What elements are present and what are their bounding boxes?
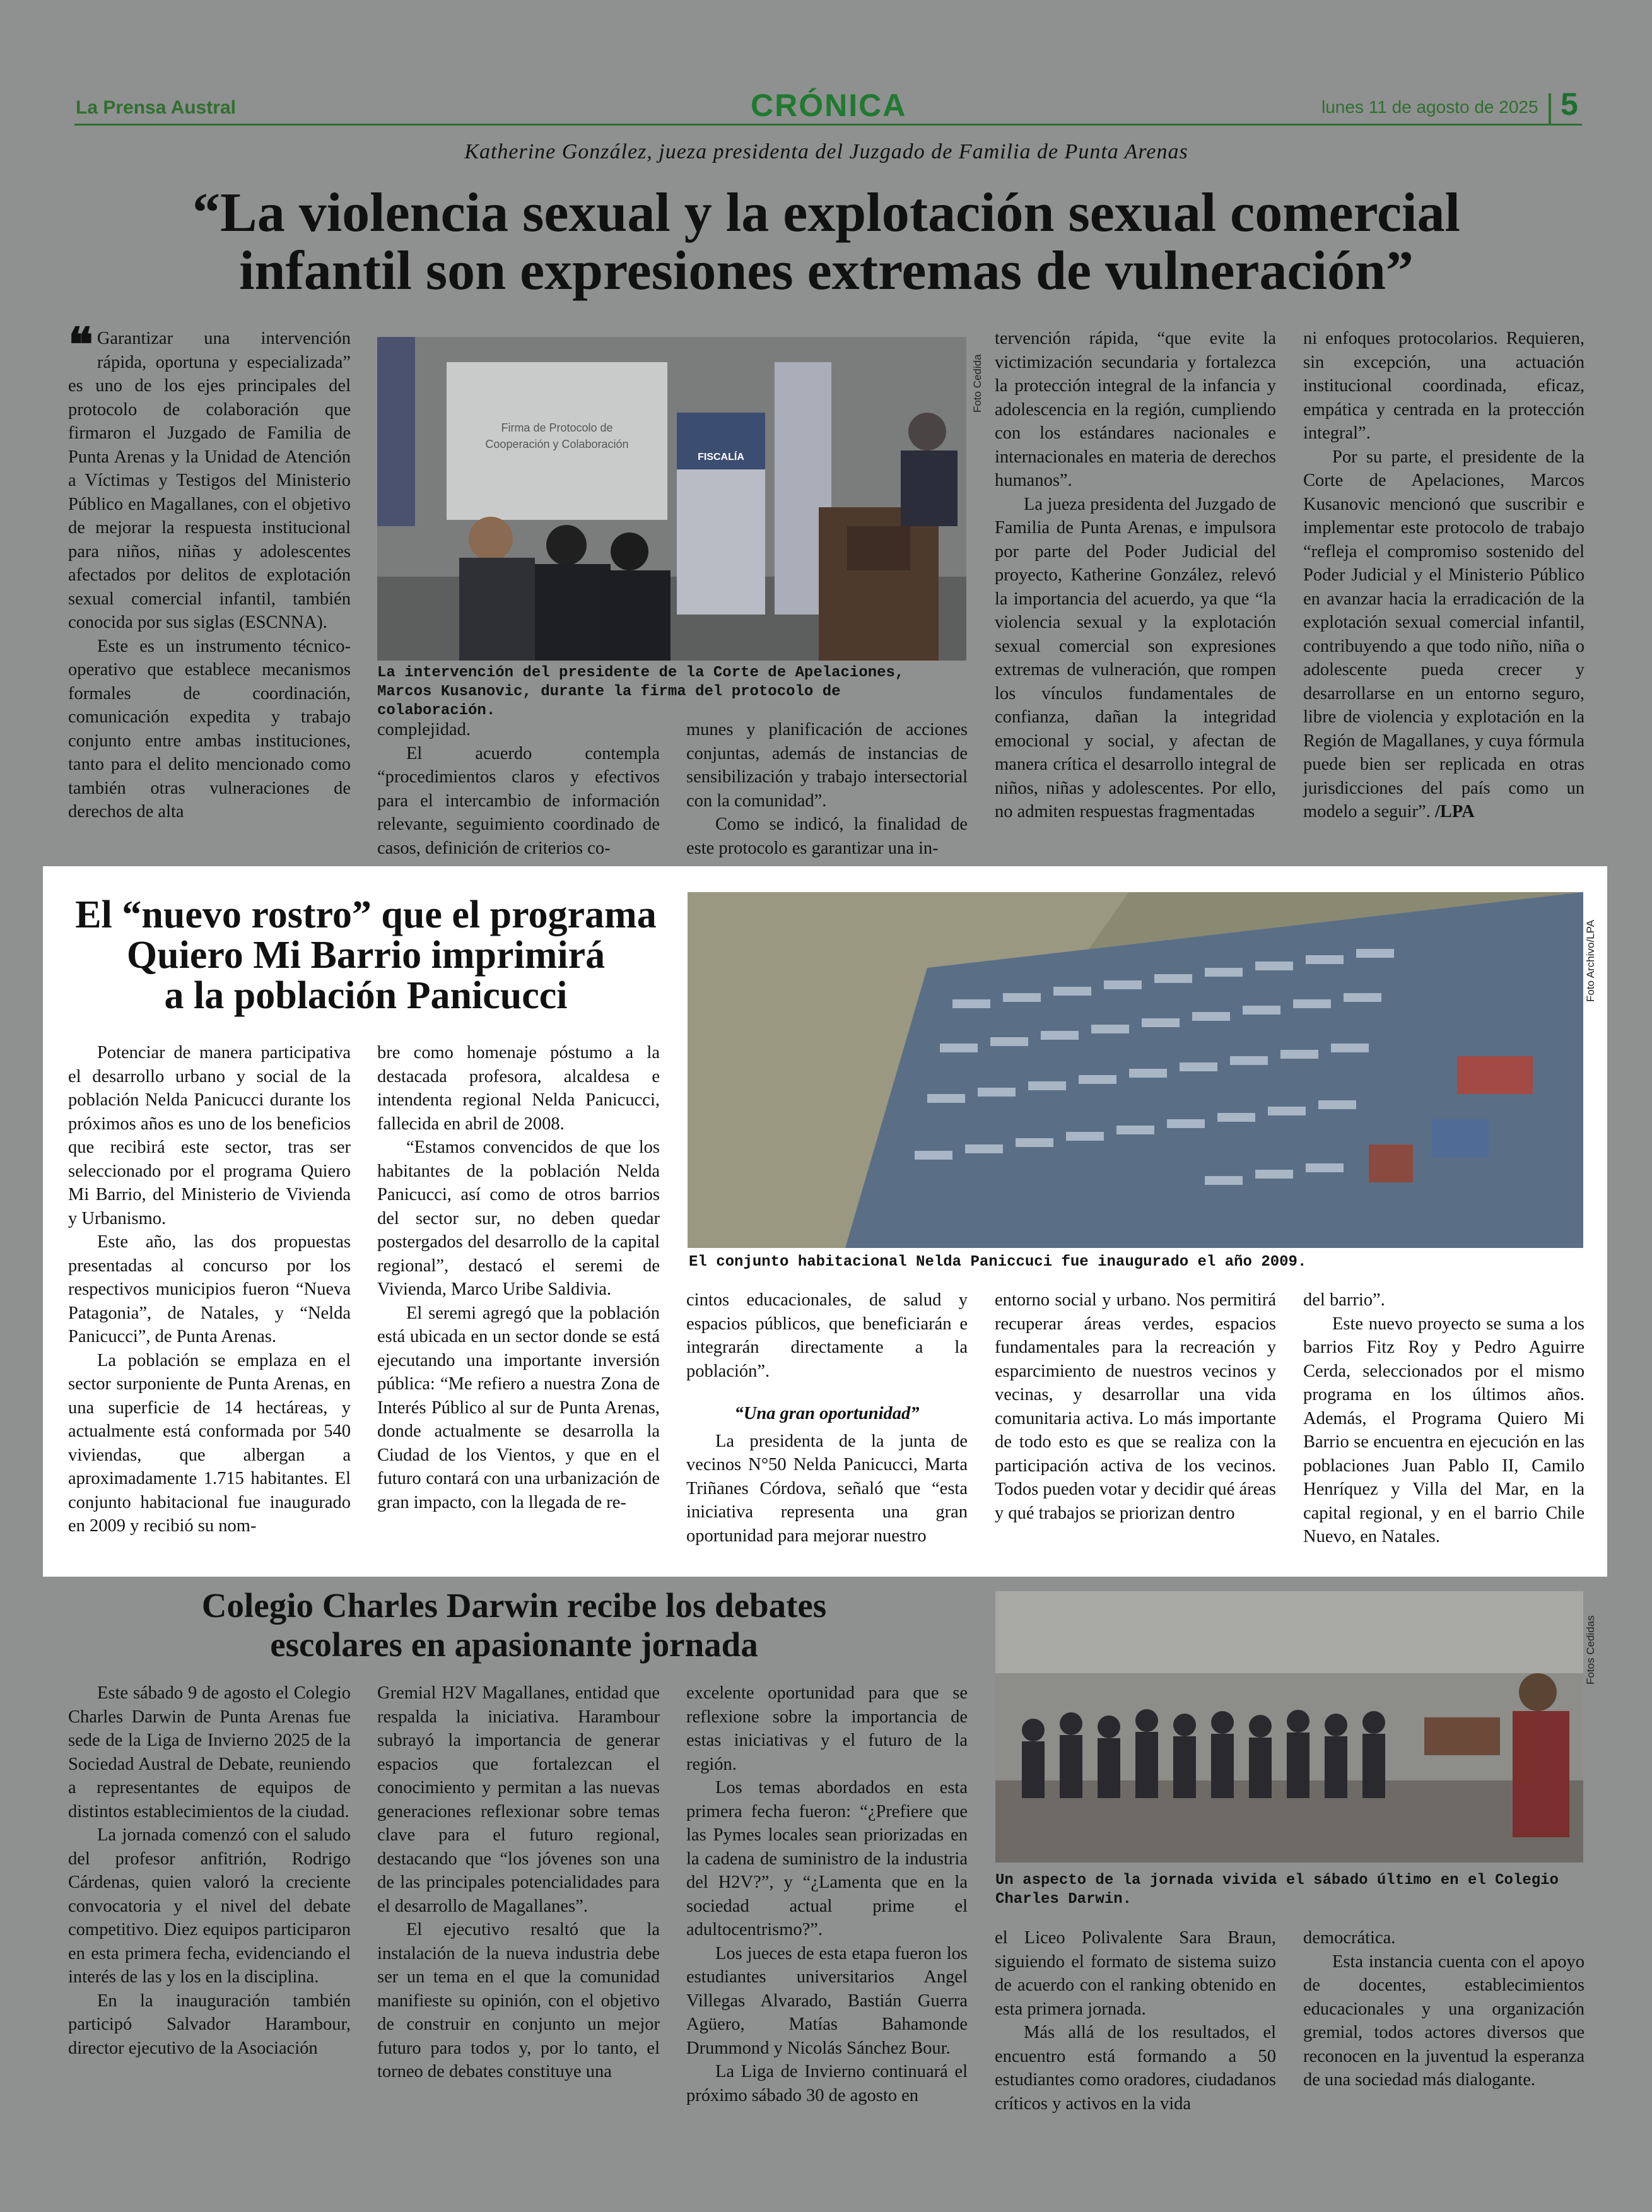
article2-paragraph: La población se emplaza en el sector surponiente de Punta Arenas, en una superficie de 14 hectáreas, y actualmente está conformada por 540 viviendas, que albergan a aproximadamente 1.715 habitantes. El conjunto habitacional fue inaugurado en 2009 y recibió su nom-: [68, 1350, 351, 1536]
article1-photo: [377, 337, 966, 661]
article3-headline-line2: escolares en apasionante jornada: [270, 1625, 758, 1664]
article3-photo-caption: Un aspecto de la jornada vivida el sábado último en el Colegio Charles Darwin.: [995, 1872, 1559, 1908]
article1-photo-credit: Foto Cedida: [971, 354, 983, 413]
article3-photo-credit: Fotos Cedidas: [1585, 1615, 1596, 1685]
article2-column-3: [686, 1288, 968, 1548]
article2-paragraph: cintos educacionales, de salud y espacios públicos, que beneficiarán e integrarán directamente a la población”.: [686, 1290, 968, 1381]
article2-column-2: [377, 1041, 660, 1514]
header-rule: [74, 124, 1582, 126]
article3-paragraph: Más allá de los resultados, el encuentro está formando a 50 estudiantes como oradores, ciudadanos críticos y activos en la vida: [995, 2023, 1276, 2114]
article3-paragraph: En la inauguración también participó Salvador Harambour, director ejecutivo de la Asociación: [68, 1991, 351, 2058]
article1-paragraph: munes y planificación de acciones conjuntas, además de instancias de sensibilización y trabajo intersectorial con la comunidad”.: [686, 720, 968, 811]
article3-column-1: [68, 1681, 351, 2060]
header-divider: [1549, 93, 1551, 124]
article1-column-3: [686, 718, 968, 860]
article1-column-5: [1303, 327, 1585, 824]
article3-column-3: [686, 1681, 968, 2107]
article1-headline: [95, 184, 1558, 301]
article1-signature: /LPA: [1434, 802, 1475, 821]
article2-paragraph: Este nuevo proyecto se suma a los barrios Fitz Roy y Pedro Aguirre Cerda, seleccionados por el mismo programa en los últimos años. Además, el Programa Quiero Mi Barrio se encuentra en ejecución en las poblaciones Juan Pablo II, Camilo Henríquez y Villa del Mar, en la capital regional, y en el barrio Chile Nuevo, en Natales.: [1303, 1314, 1585, 1546]
article1-paragraph: ni enfoques protocolarios. Requieren, sin excepción, una actuación institucional coordinada, eficaz, empática y centrada en la protección integral”.: [1303, 329, 1585, 443]
article1-column-4: [995, 327, 1276, 824]
article2-photo: [688, 892, 1583, 1248]
article2-column-5: [1303, 1288, 1585, 1549]
article3-paragraph: Este sábado 9 de agosto el Colegio Charles Darwin de Punta Arenas fue sede de la Liga de Invierno 2025 de la Sociedad Austral de Debate, reuniendo a representantes de equipos de distintos establecimientos de la ciudad.: [68, 1683, 351, 1821]
article2-paragraph: Potenciar de manera participativa el desarrollo urbano y social de la población Nelda Panicucci durante los próximos años es uno de los beneficios que recibirá este sector, tras ser seleccionado por el programa Quiero Mi Barrio, del Ministerio de Vivienda y Urbanismo.: [68, 1043, 351, 1228]
article2-headline-line3: a la población Panicucci: [164, 974, 568, 1017]
article1-column-2: [377, 718, 660, 860]
article3-paragraph: democrática.: [1303, 1928, 1396, 1948]
article2-paragraph: La presidenta de la junta de vecinos N°50 Nelda Panicucci, Marta Triñanes Córdova, señaló que “esta iniciativa representa una gran oportunidad para mejorar nuestro: [686, 1431, 968, 1546]
quote-mark-icon: ❝: [68, 320, 93, 372]
article2-paragraph: El seremi agregó que la población está ubicada en un sector donde se está ejecutando una importante inversión pública: “Me refiero a nuestra Zona de Interés Público al sur de Punta Arenas, donde actualmente se desarrolla la Ciudad de los Vientos, y que en el futuro contará con una urbanización de gran impacto, con la llegada de re-: [377, 1303, 660, 1512]
article1-paragraph: Este es un instrumento técnico-operativo que establece mecanismos formales de coordinación, comunicación expedita y trabajo conjunto entre ambas instituciones, tanto para el delito mencionado como también otras vulneraciones de derechos de alta: [68, 636, 351, 821]
article2-photo-credit: Foto Archivo/LPA: [1585, 919, 1596, 1002]
article1-paragraph: Por su parte, el presidente de la Corte de Apelaciones, Marcos Kusanovic mencionó que suscribir e implementar este protocolo de trabajo “refleja el compromiso sostenido del Poder Judicial y el Ministerio Público en avanzar hacia la erradicación de la explotación sexual comercial infantil, contribuyendo a que todo niño, niña o adolescente pueda crecer y desarrollarse en un entorno seguro, libre de violencia y explotación en la Región de Magallanes, y cuya fórmula puede bien ser replicada en otras jurisdicciones del país como un modelo a seguir”. /LPA: [1303, 447, 1585, 821]
article2-headline: [57, 895, 675, 1016]
article1-paragraph: complejidad.: [377, 720, 471, 739]
article1-kicker: Katherine González, jueza presidenta del Juzgado de Familia de Punta Arenas: [464, 140, 1188, 163]
article3-paragraph: Los temas abordados en esta primera fecha fueron: “¿Prefiere que las Pymes locales sean priorizadas en la cadena de suministro de la industria del H2V?”, y “¿Lamenta que en la sociedad actual prime el adultocentrismo?”.: [686, 1778, 968, 1939]
article3-headline-line1: Colegio Charles Darwin recibe los debates: [201, 1586, 827, 1625]
article2-subhead: “Una gran oportunidad”: [734, 1404, 920, 1423]
article1-paragraph: La jueza presidenta del Juzgado de Familia de Punta Arenas, e impulsora por parte del Poder Judicial del proyecto, Katherine González, relevó la importancia del acuerdo, ya que “la violencia sexual y la explotación sexual comercial son expresiones extremas de vulneración, que rompen los vínculos fundamentales de confianza, dañan la integridad emocional y social, y afectan de manera crítica el desarrollo integral de niños, niñas y adolescentes. Por ello, no admiten respuestas fragmentadas: [995, 494, 1276, 821]
debate-group-illustration: [995, 1591, 1583, 1862]
section-title: CRÓNICA: [751, 88, 907, 123]
banner-text: FISCALÍA: [698, 452, 744, 462]
article3-photo: [995, 1591, 1583, 1862]
article1-column-1: [68, 320, 351, 824]
issue-date: lunes 11 de agosto de 2025: [1321, 97, 1538, 117]
article3-paragraph: La jornada comenzó con el saludo del profesor anfitrión, Rodrigo Cárdenas, quien valoró la creciente convocatoria y el nivel del debate competitivo. Diez equipos participaron en esta primera fecha, evidenciando el interés de las y los en la disciplina.: [68, 1825, 351, 1987]
article2-paragraph: entorno social y urbano. Nos permitirá recuperar áreas verdes, espacios fundamentales para la recreación y esparcimiento de nuestros vecinos y vecinas, y desarrollar una vida comunitaria activa. Lo más importante de todo esto es que se realiza con la participación activa de los vecinos. Todos pueden votar y decidir qué áreas y qué trabajos se priorizan dentro: [995, 1290, 1276, 1523]
article3-paragraph: Los jueces de esta etapa fueron los estudiantes universitarios Angel Villegas Alvarado, Bastián Guerra Agüero, Matías Bahamonde Drummond y Nicolás Sánchez Bour.: [686, 1943, 968, 2058]
signing-ceremony-illustration: [377, 337, 966, 661]
article3-paragraph: el Liceo Polivalente Sara Braun, siguiendo el formato de sistema suizo de acuerdo con el ranking obtenido en esta primera jornada.: [995, 1928, 1276, 2019]
article2-paragraph: bre como homenaje póstumo a la destacada profesora, alcaldesa e intendenta regional Nelda Panicucci, fallecida en abril de 2008.: [377, 1043, 660, 1134]
slide-text: Firma de Protocolo de: [501, 421, 613, 434]
article1-paragraph: El acuerdo contempla “procedimientos claros y efectivos para el intercambio de información relevante, seguimiento coordinado de casos, definición de criterios co-: [377, 743, 660, 858]
newspaper-name: La Prensa Austral: [76, 97, 236, 118]
article2-column-1: [68, 1041, 351, 1538]
article2-paragraph: “Estamos convencidos de que los habitantes de la población Nelda Panicucci, así como de otros barrios del sector sur, no deben quedar postergados del desarrollo de la capital regional”, destacó el seremi de Vivienda, Marco Uribe Saldivia.: [377, 1138, 660, 1299]
page-number: 5: [1561, 86, 1578, 122]
svg-text:Cooperación y Colaboración: Cooperación y Colaboración: [485, 438, 629, 450]
article1-photo-caption: La intervención del presidente de la Corte de Apelaciones, Marcos Kusanovic, durante la firma del protocolo de colaboración.: [377, 664, 905, 719]
article1-paragraph: tervención rápida, “que evite la victimización secundaria y fortalezca la protección integral de la infancia y adolescencia en la región, cumpliendo con los estándares nacionales e internacionales en materia de derechos humanos”.: [995, 329, 1276, 490]
article3-paragraph: La Liga de Invierno continuará el próximo sábado 30 de agosto en: [686, 2062, 968, 2105]
article3-column-5: [1303, 1926, 1585, 2092]
article3-paragraph: Gremial H2V Magallanes, entidad que respalda la iniciativa. Harambour subrayó la importancia de generar espacios que fortalezcan el conocimiento y permitan a las nuevas generaciones reflexionar sobre temas clave para el futuro regional, destacando que “los jóvenes son una de las principales potencialidades para el desarrollo de Magallanes”.: [377, 1683, 660, 1916]
aerial-neighborhood-illustration: [688, 892, 1583, 1248]
article1-paragraph: Como se indicó, la finalidad de este protocolo es garantizar una in-: [686, 815, 968, 858]
article3-column-4: [995, 1926, 1276, 2115]
article1-lead: ❝ Garantizar una intervención rápida, oportuna y especializada” es uno de los ejes principales del protocolo de colaboración que firmaron el Juzgado de Familia de Punta Arenas y la Unidad de Atención a Víctimas y Testigos del Ministerio Público en Magallanes, con el objetivo de mejorar la respuesta institucional para niños, niñas y adolescentes afectados por delitos de explotación sexual comercial infantil, también conocida por sus siglas (ESCNNA).: [68, 320, 351, 632]
article2-paragraph: Este año, las dos propuestas presentadas al concurso por los respectivos municipios fueron “Nueva Patagonia”, de Natales, y “Nelda Panicucci”, de Punta Arenas.: [68, 1232, 351, 1346]
article3-paragraph: Esta instancia cuenta con el apoyo de docentes, establecimientos educacionales y una organización gremial, todos actores diversos que reconocen en la juventud la esperanza de una sociedad más dialogante.: [1303, 1951, 1585, 2090]
article3-column-2: [377, 1681, 660, 2084]
article3-paragraph: El ejecutivo resaltó que la instalación de la nueva industria debe ser un tema en el que la comunidad manifieste su opinión, con el objetivo de construir en conjunto un mejor futuro para todos y, por lo tanto, el torneo de debates constituye una: [377, 1920, 660, 2081]
article2-photo-caption: El conjunto habitacional Nelda Paniccuci fue inaugurado el año 2009.: [689, 1254, 1307, 1271]
article2-column-4: [995, 1288, 1276, 1525]
article2-headline-line2: Quiero Mi Barrio imprimirá: [126, 934, 606, 977]
article3-headline: [95, 1586, 934, 1664]
article1-headline-line1: “La violencia sexual y la explotación sexual comercial: [192, 182, 1460, 244]
article2-headline-line1: El “nuevo rostro” que el programa: [75, 893, 657, 936]
article3-paragraph: excelente oportunidad para que se reflexione sobre la importancia de estas iniciativas y el futuro de la región.: [686, 1683, 968, 1774]
article1-headline-line2: infantil son expresiones extremas de vulneración”: [239, 240, 1414, 302]
article2-paragraph: del barrio”.: [1303, 1290, 1385, 1310]
